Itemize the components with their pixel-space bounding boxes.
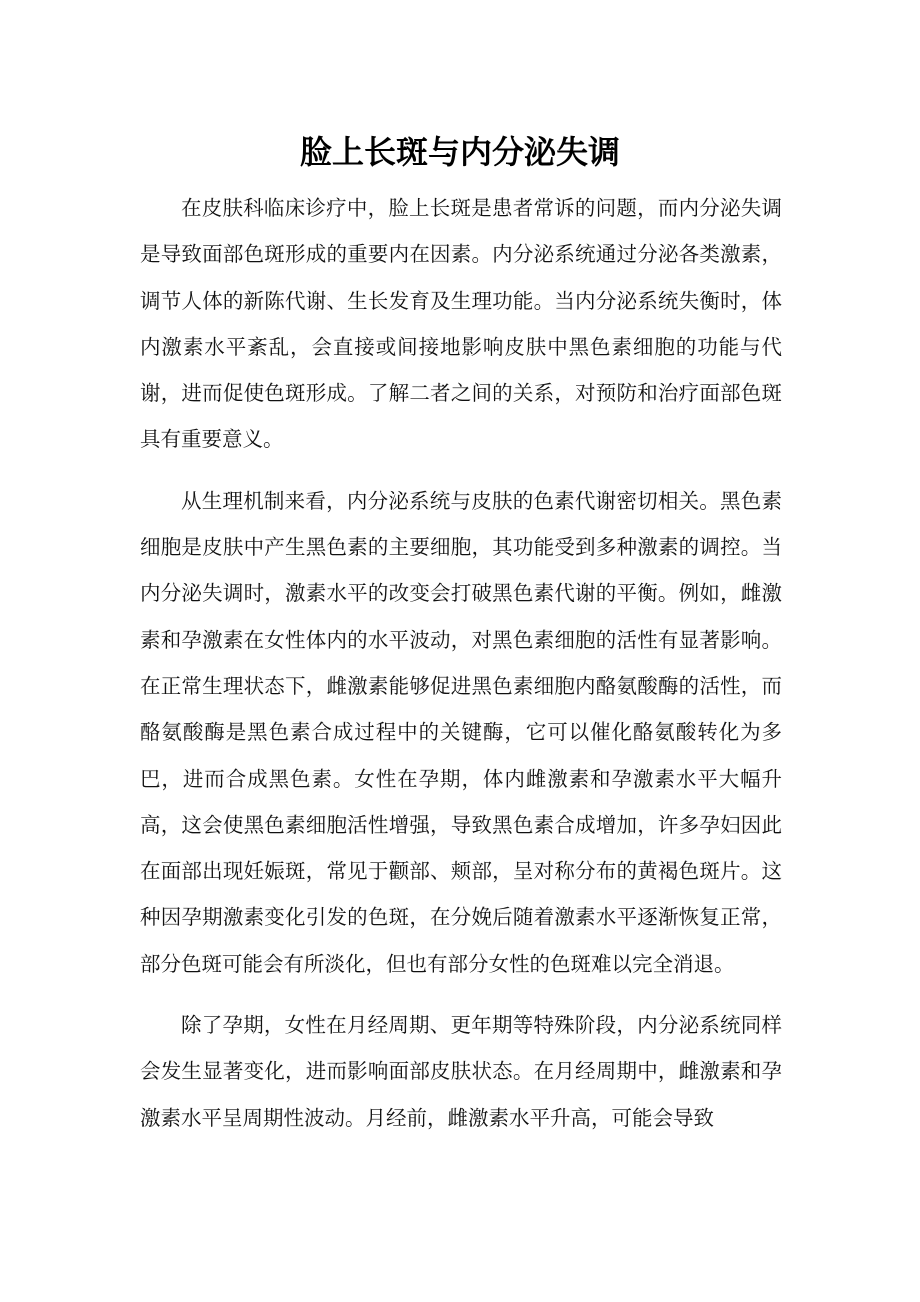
- document-title: 脸上长斑与内分泌失调: [299, 133, 620, 171]
- document-body: [140, 185, 782, 1156]
- paragraph-1: 在皮肤科临床诊疗中，脸上长斑是患者常诉的问题，而内分泌失调是导致面部色斑形成的重要内在因素。内分泌系统通过分泌各类激素，调节人体的新陈代谢、生长发育及生理功能。当内分泌系统失衡时，体内激素水平紊乱，会直接或间接地影响皮肤中黑色素细胞的功能与代谢，进而促使色斑形成。了解二者之间的关系，对预防和治疗面部色斑具有重要意义。: [140, 196, 782, 452]
- paragraph-2: 从生理机制来看，内分泌系统与皮肤的色素代谢密切相关。黑色素细胞是皮肤中产生黑色素的主要细胞，其功能受到多种激素的调控。当内分泌失调时，激素水平的改变会打破黑色素代谢的平衡。例如，雌激素和孕激素在女性体内的水平波动，对黑色素细胞的活性有显著影响。在正常生理状态下，雌激素能够促进黑色素细胞内酪氨酸酶的活性，而酪氨酸酶是黑色素合成过程中的关键酶，它可以催化酪氨酸转化为多巴，进而合成黑色素。女性在孕期，体内雌激素和孕激素水平大幅升高，这会使黑色素细胞活性增强，导致黑色素合成增加，许多孕妇因此在面部出现妊娠斑，常见于颧部、颊部，呈对称分布的黄褐色斑片。这种因孕期激素变化引发的色斑，在分娩后随着激素水平逐渐恢复正常，部分色斑可能会有所淡化，但也有部分女性的色斑难以完全消退。: [140, 488, 782, 976]
- paragraph-3: 除了孕期，女性在月经周期、更年期等特殊阶段，内分泌系统同样会发生显著变化，进而影响面部皮肤状态。在月经周期中，雌激素和孕激素水平呈周期性波动。月经前，雌激素水平升高，可能会导致: [140, 1013, 782, 1130]
